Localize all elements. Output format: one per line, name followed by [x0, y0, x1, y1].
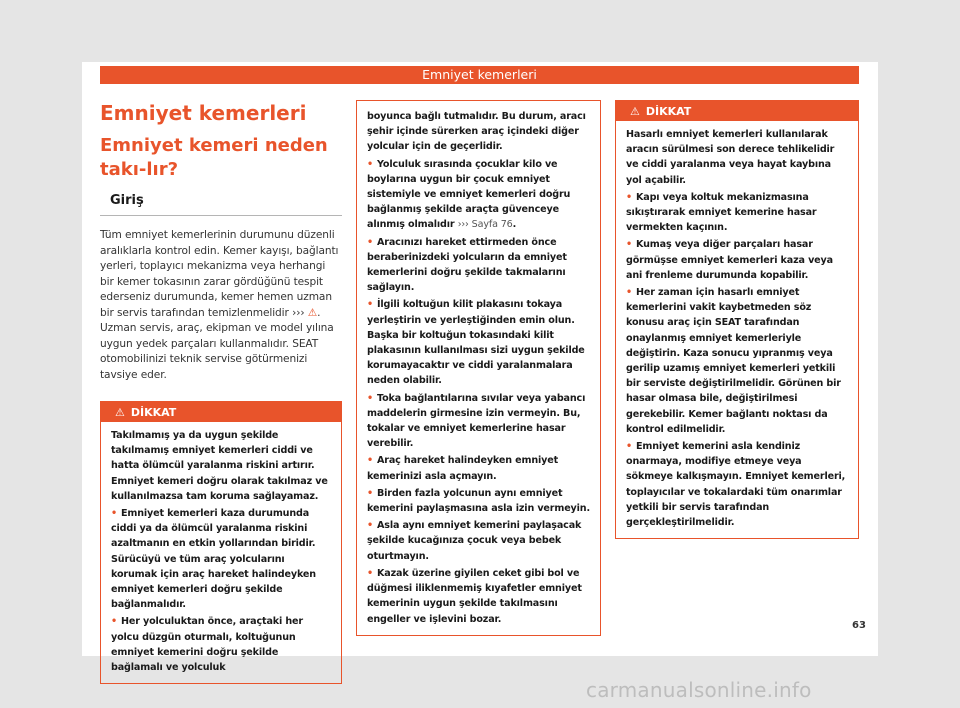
- section-heading: Giriş: [110, 193, 144, 208]
- bullet-text: Aracınızı hareket ettirmeden önce beraberinizdeki yolcuların da emniyet kemerlerini doğru şekilde takmalarını sağlayın.: [367, 236, 567, 294]
- bullet-dot: •: [626, 239, 632, 251]
- bullet-text: Yolculuk sırasında çocuklar kilo ve boylarına uygun bir çocuk emniyet sistemiyle ve emniyet kemerleri doğru bağlanmış şekilde araçta güvenceye alınmış olmalıdır: [367, 158, 571, 231]
- warning-paragraph: Takılmamış ya da uygun şekilde takılmamış emniyet kemerleri ciddi ve hatta ölümcül yaralanma riskini artırır. Emniyet kemeri doğru olarak takılmaz ve kullanılmazsa tam koruma sağlayamaz.: [111, 430, 328, 502]
- intro-ref[interactable]: [292, 307, 317, 319]
- bullet-text: Birden fazla yolcunun aynı emniyet kemerini paylaşmasına asla izin vermeyin.: [367, 487, 590, 515]
- warning-triangle-icon: ⚠: [307, 306, 318, 319]
- bullet-end: .: [512, 219, 517, 231]
- bullet-dot: •: [367, 158, 373, 170]
- warning-bullet: [367, 297, 590, 388]
- bullet-dot: •: [367, 392, 373, 404]
- bullet-text: Toka bağlantılarına sıvılar veya yabancı maddelerin girmesine izin vermeyin. Bu, tokalar ve emniyet kemerlerine hasar verebilir.: [367, 392, 586, 450]
- warning-bullet: [367, 235, 590, 296]
- bullet-text: Emniyet kemerleri kaza durumunda ciddi ya da ölümcül yaralanma riskini azaltmanın en etkin yollarından biridir. Sürücüyü ve tüm araç yolcularını korumak için araç hareket halindeyken emniyet kemerleri doğru şekilde bağlanmalıdır.: [111, 508, 316, 611]
- intro-text-end: . Uzman servis, araç, ekipman ve model yılına uygun yedek parçaları kullanmalıdır. SEAT otomobilinizi teknik servise götürmenizi tavsiye eder.: [100, 306, 334, 381]
- column-2: [356, 100, 601, 636]
- bullet-dot: •: [626, 287, 632, 299]
- bullet-dot: •: [111, 508, 117, 520]
- bullet-text: Asla aynı emniyet kemerini paylaşacak şekilde kucağınıza çocuk veya bebek oturtmayın.: [367, 520, 582, 562]
- intro-text: Tüm emniyet kemerlerinin durumunu düzenli aralıklarla kontrol edin. Kemer kayışı, bağlantı yerleri, toplayıcı mekanizma veya herhangi bir kemer tokasının zarar gördüğünü tespit ederseniz durumunda, kemer hemen uzman bir servis tarafından temizlenmelidir: [100, 229, 339, 319]
- bullet-text: Kumaş veya diğer parçaları hasar görmüşse emniyet kemerleri kaza veya ani frenleme durumunda kopabilir.: [626, 239, 833, 281]
- warning-box-1-continued: [356, 100, 601, 636]
- bullet-text: İlgili koltuğun kilit plakasını tokaya yerleştirin ve yerleştiğinden emin olun. Başka bir koltuğun tokasındaki kilit plakasının kullanılması sizi uygun şekilde korumayacaktır ve ciddi yaralanmalara neden olabilir.: [367, 299, 585, 387]
- bullet-dot: •: [367, 236, 373, 248]
- intro-paragraph: [100, 228, 342, 383]
- heading-divider: [100, 215, 342, 216]
- warning-bullet: [626, 190, 848, 236]
- warning-bullet: [626, 285, 848, 437]
- bullet-text: Emniyet kemerini asla kendiniz onarmaya, modifiye etmeye veya sökmeye kalkışmayın. Emniyet kemerleri, toplayıcılar ve tokalardaki tüm onarımlar yetkili bir servis tarafından gerçekleştirilmelidir.: [626, 441, 846, 529]
- warning-bullet: [111, 506, 331, 612]
- warning-triangle-icon: ⚠: [630, 104, 640, 118]
- warning-paragraph: Hasarlı emniyet kemerleri kullanılarak aracın sürülmesi son derece tehlikelidir ve ciddi yaralanma veya hayat kaybına yol açabilir.: [626, 129, 835, 186]
- bullet-text: Araç hareket halindeyken emniyet kemerinizi asla açmayın.: [367, 455, 559, 482]
- bullet-dot: •: [367, 455, 373, 467]
- bullet-dot: •: [367, 567, 373, 579]
- warning-bullet: [626, 439, 848, 530]
- warning-header: [616, 101, 858, 121]
- warning-box-1: [100, 401, 342, 684]
- warning-bullet: [367, 157, 590, 233]
- warning-bullet: [111, 614, 331, 675]
- column-3: [615, 100, 859, 539]
- bullet-dot: •: [367, 520, 373, 532]
- warning-triangle-icon: ⚠: [115, 405, 125, 419]
- warning-title: DİKKAT: [130, 405, 177, 419]
- section-header: [100, 66, 859, 84]
- bullet-text: Her yolculuktan önce, araçtaki her yolcu düzgün oturmalı, koltuğunun emniyet kemerini doğru şekilde bağlamalı ve yolculuk: [111, 616, 303, 674]
- watermark: carmanualsonline.info: [586, 678, 812, 702]
- bullet-dot: •: [111, 616, 117, 628]
- page-ref-link[interactable]: ››› Sayfa 76: [457, 219, 513, 231]
- bullet-text: Kazak üzerine giyilen ceket gibi bol ve düğmesi iliklenmemiş kıyafetler emniyet kemerinin uygun şekilde takılmasını engeller ve işlevini bozar.: [367, 567, 582, 625]
- bullet-text: Kapı veya koltuk mekanizmasına sıkıştırarak emniyet kemerine hasar vermekten kaçının.: [626, 191, 817, 234]
- warning-bullet: [626, 237, 848, 283]
- main-heading: Emniyet kemerleri: [100, 101, 307, 125]
- warning-bullet: [367, 486, 590, 516]
- bullet-text: Her zaman için hasarlı emniyet kemerlerini vakit kaybetmeden söz konusu araç için SEAT tarafından onaylanmış emniyet kemerleriyle değiştirin. Kaza sonucu yıpranmış veya gerilip uzamış emniyet kemerleri yetkili bir serviste değiştirilmelidir. Görünen bir hasar olmasa bile, değiştirilmesi gerekebilir. Kemer bağlantı noktası da kontrol edilmelidir.: [626, 287, 841, 435]
- warning-title: DİKKAT: [645, 104, 692, 118]
- warning-bullet: [367, 518, 590, 564]
- warning-header: [101, 402, 341, 422]
- ref-arrows: ›››: [292, 306, 305, 319]
- column-1: [100, 100, 342, 684]
- warning-box-2: [615, 100, 859, 539]
- bullet-dot: •: [367, 299, 373, 311]
- sub-heading: Emniyet kemeri neden takı-lır?: [100, 135, 328, 180]
- page-number: 63: [852, 620, 866, 631]
- warning-body: [616, 121, 858, 538]
- warning-body-continued: [357, 101, 600, 635]
- warning-body: [101, 422, 341, 683]
- warning-bullet: [367, 566, 590, 627]
- section-title: Emniyet kemerleri: [422, 67, 537, 82]
- continuation-text: boyunca bağlı tutmalıdır. Bu durum, aracı şehir içinde sürerken araç içindeki diğer yolcular için de geçerlidir.: [367, 111, 586, 153]
- warning-bullet: [367, 391, 590, 452]
- warning-bullet: [367, 453, 590, 483]
- bullet-dot: •: [626, 191, 632, 203]
- bullet-dot: •: [626, 441, 632, 453]
- bullet-dot: •: [367, 487, 373, 499]
